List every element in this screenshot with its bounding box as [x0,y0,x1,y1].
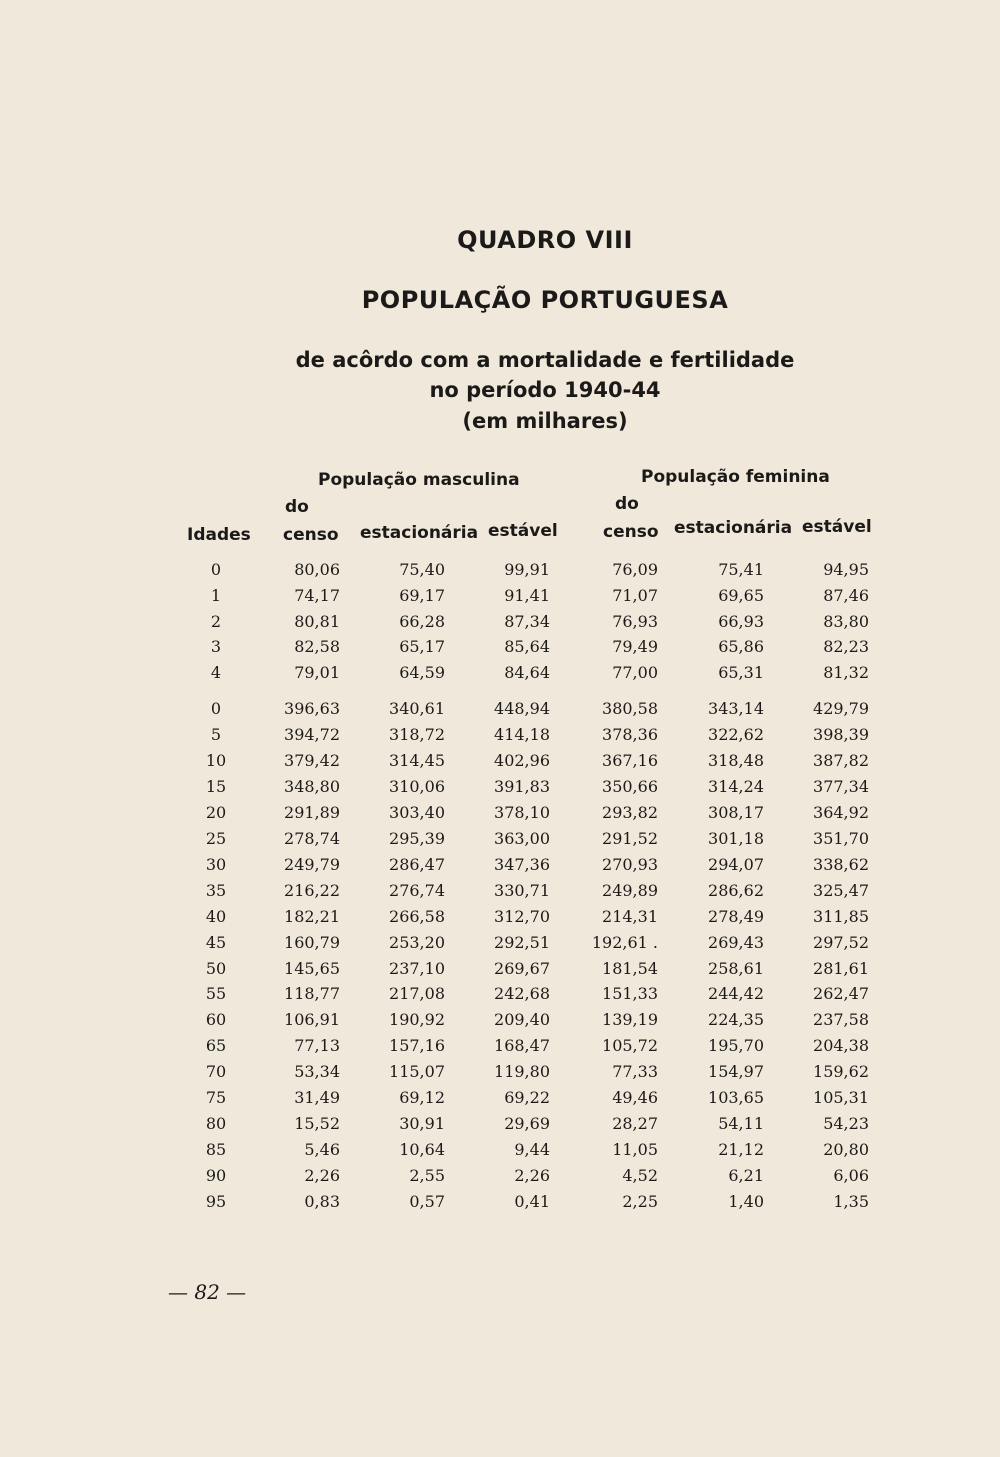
female-estacionaria-cell: 314,24 [708,776,764,796]
table-row [0,1140,1000,1166]
female-group-header: População feminina [641,467,830,487]
male-estacionaria-cell: 69,12 [399,1088,445,1108]
male-censo-cell: 291,89 [284,802,340,822]
description-line: (em milhares) [462,409,628,433]
female-estacionaria-cell: 65,86 [718,637,764,657]
table-row [0,1192,1000,1218]
age-cell: 35 [205,880,227,900]
age-cell: 20 [205,802,227,822]
female-censo-cell: 378,36 [602,724,658,744]
female-estavel-cell: 81,32 [823,663,869,683]
male-censo-cell: 53,34 [294,1062,340,1082]
male-estacionaria-cell: 253,20 [389,932,445,952]
age-cell: 65 [205,1036,227,1056]
female-estavel-cell: 377,34 [813,776,869,796]
table-row [0,560,1000,586]
female-estacionaria-cell: 269,43 [708,932,764,952]
male-estavel-cell: 99,91 [504,560,550,579]
female-censo-cell: 270,93 [602,854,658,874]
female-censo-cell: 79,49 [612,637,658,657]
male-estavel-cell: 330,71 [494,880,550,900]
female-censo-cell: 181,54 [602,958,658,978]
male-estacionaria-cell: 66,28 [399,611,445,631]
female-estavel-cell: 82,23 [823,637,869,657]
male-estavel-cell: 9,44 [514,1140,550,1160]
male-censo-cell: 249,79 [284,854,340,874]
table-title: QUADRO VIII [457,226,633,254]
female-estacionaria-cell: 6,21 [728,1166,764,1186]
male-censo-cell: 348,80 [284,776,340,796]
male-estavel-cell: 69,22 [504,1088,550,1108]
female-estavel-cell: 6,06 [833,1166,869,1186]
male-estavel-cell: 448,94 [494,699,550,718]
male-estacionaria-cell: 69,17 [399,585,445,605]
male-censo-cell: 5,46 [304,1140,340,1160]
female-estavel-cell: 94,95 [823,560,869,579]
female-estavel-cell: 281,61 [813,958,869,978]
male-estacionaria-cell: 314,45 [389,750,445,770]
male-estavel-cell: 119,80 [494,1062,550,1082]
female-censo-cell: 77,33 [612,1062,658,1082]
male-censo-cell: 394,72 [284,724,340,744]
female-estavel-cell: 364,92 [813,802,869,822]
age-cell: 85 [205,1140,227,1160]
female-estavel-cell: 87,46 [823,585,869,605]
male-censo-cell: 0,83 [304,1192,340,1212]
age-cell: 0 [210,560,222,579]
female-estacionaria-cell: 103,65 [708,1088,764,1108]
male-estavel-cell: 168,47 [494,1036,550,1056]
age-cell: 10 [205,750,227,770]
age-header: Idades [187,525,251,545]
male-censo-cell: 79,01 [294,663,340,683]
age-cell: 0 [210,699,222,718]
table-row [0,612,1000,638]
table-row [0,881,1000,907]
table-row [0,751,1000,777]
female-censo-cell: 28,27 [612,1114,658,1134]
page-number: — 82 — [168,1280,247,1304]
table-row [0,663,1000,689]
female-estacionaria-cell: 195,70 [708,1036,764,1056]
female-estavel-cell: 338,62 [813,854,869,874]
female-estacionaria-cell: 224,35 [708,1010,764,1030]
male-censo-cell: 15,52 [294,1114,340,1134]
female-censo-cell: 249,89 [602,880,658,900]
female-estacionaria-cell: 65,31 [718,663,764,683]
male-censo-cell: 396,63 [284,699,340,718]
male-estavel-cell: 378,10 [494,802,550,822]
female-estacionaria-cell: 54,11 [718,1114,764,1134]
censo-header: censo [603,522,659,542]
male-estacionaria-cell: 65,17 [399,637,445,657]
age-cell: 5 [210,724,222,744]
female-estavel-cell: 20,80 [823,1140,869,1160]
age-cell: 25 [205,828,227,848]
female-estacionaria-cell: 301,18 [708,828,764,848]
table-subtitle: POPULAÇÃO PORTUGUESA [361,286,729,314]
table-row [0,933,1000,959]
age-cell: 4 [210,663,222,683]
age-cell: 15 [205,776,227,796]
female-estavel-cell: 204,38 [813,1036,869,1056]
female-estavel-cell: 237,58 [813,1010,869,1030]
female-censo-cell: 77,00 [612,663,658,683]
male-censo-cell: 145,65 [284,958,340,978]
female-estavel-cell: 105,31 [813,1088,869,1108]
age-cell: 45 [205,932,227,952]
table-row [0,829,1000,855]
female-estacionaria-cell: 308,17 [708,802,764,822]
table-row [0,586,1000,612]
female-censo-cell: 367,16 [602,750,658,770]
table-row [0,1114,1000,1140]
male-censo-cell: 74,17 [294,585,340,605]
female-estacionaria-cell: 318,48 [708,750,764,770]
female-estacionaria-cell: 21,12 [718,1140,764,1160]
male-censo-cell: 216,22 [284,880,340,900]
female-estavel-cell: 54,23 [823,1114,869,1134]
male-censo-cell: 182,21 [284,906,340,926]
male-estacionaria-cell: 276,74 [389,880,445,900]
female-estacionaria-cell: 294,07 [708,854,764,874]
male-estacionaria-cell: 190,92 [389,1010,445,1030]
male-estavel-cell: 414,18 [494,724,550,744]
description-line: no período 1940-44 [429,378,661,402]
female-estavel-cell: 387,82 [813,750,869,770]
censo-header-top: do [615,494,639,514]
female-estacionaria-cell: 278,49 [708,906,764,926]
table-row [0,907,1000,933]
age-cell: 90 [205,1166,227,1186]
male-censo-cell: 118,77 [284,984,340,1004]
female-censo-cell: 71,07 [612,585,658,605]
age-cell: 55 [205,984,227,1004]
male-estacionaria-cell: 295,39 [389,828,445,848]
table-row [0,637,1000,663]
table-row [0,959,1000,985]
female-censo-cell: 4,52 [622,1166,658,1186]
male-estavel-cell: 312,70 [494,906,550,926]
age-cell: 95 [205,1192,227,1212]
male-censo-cell: 2,26 [304,1166,340,1186]
male-censo-cell: 379,42 [284,750,340,770]
estavel-header: estável [488,521,558,541]
age-cell: 75 [205,1088,227,1108]
male-estavel-cell: 402,96 [494,750,550,770]
table-row [0,984,1000,1010]
female-censo-cell: 291,52 [602,828,658,848]
male-estacionaria-cell: 318,72 [389,724,445,744]
female-censo-cell: 380,58 [602,699,658,718]
male-estacionaria-cell: 340,61 [389,699,445,718]
table-row [0,777,1000,803]
male-estacionaria-cell: 266,58 [389,906,445,926]
male-estavel-cell: 2,26 [514,1166,550,1186]
male-estacionaria-cell: 303,40 [389,802,445,822]
male-censo-cell: 82,58 [294,637,340,657]
table-row [0,699,1000,725]
male-estavel-cell: 87,34 [504,611,550,631]
female-estavel-cell: 311,85 [813,906,869,926]
table-row [0,803,1000,829]
age-cell: 3 [210,637,222,657]
male-estacionaria-cell: 286,47 [389,854,445,874]
female-censo-cell: 76,93 [612,611,658,631]
female-censo-cell: 350,66 [602,776,658,796]
male-estavel-cell: 347,36 [494,854,550,874]
female-estacionaria-cell: 322,62 [708,724,764,744]
female-censo-cell: 139,19 [602,1010,658,1030]
table-row [0,1036,1000,1062]
male-censo-cell: 80,06 [294,560,340,579]
female-censo-cell: 214,31 [602,906,658,926]
female-estavel-cell: 429,79 [813,699,869,718]
female-estavel-cell: 1,35 [833,1192,869,1212]
estavel-header: estável [802,517,872,537]
censo-header: censo [283,525,339,545]
male-group-header: População masculina [318,470,520,490]
age-cell: 1 [210,585,222,605]
age-cell: 50 [205,958,227,978]
male-estacionaria-cell: 237,10 [389,958,445,978]
male-estacionaria-cell: 30,91 [399,1114,445,1134]
table-row [0,1062,1000,1088]
male-estavel-cell: 269,67 [494,958,550,978]
male-estavel-cell: 85,64 [504,637,550,657]
female-estacionaria-cell: 1,40 [728,1192,764,1212]
male-estacionaria-cell: 64,59 [399,663,445,683]
male-estacionaria-cell: 0,57 [409,1192,445,1212]
male-censo-cell: 77,13 [294,1036,340,1056]
table-row [0,1088,1000,1114]
female-estavel-cell: 325,47 [813,880,869,900]
male-estacionaria-cell: 10,64 [399,1140,445,1160]
table-row [0,1010,1000,1036]
female-estacionaria-cell: 244,42 [708,984,764,1004]
male-estavel-cell: 363,00 [494,828,550,848]
male-censo-cell: 80,81 [294,611,340,631]
age-cell: 70 [205,1062,227,1082]
male-estavel-cell: 84,64 [504,663,550,683]
male-estavel-cell: 209,40 [494,1010,550,1030]
female-censo-cell: 2,25 [622,1192,658,1212]
female-estacionaria-cell: 286,62 [708,880,764,900]
male-estacionaria-cell: 157,16 [389,1036,445,1056]
male-censo-cell: 106,91 [284,1010,340,1030]
male-censo-cell: 160,79 [284,932,340,952]
estacionaria-header: estacionária [674,518,793,538]
age-cell: 40 [205,906,227,926]
table-row [0,1166,1000,1192]
female-estavel-cell: 159,62 [813,1062,869,1082]
age-cell: 2 [210,611,222,631]
female-censo-cell: 192,61 . [591,932,658,952]
censo-header-top: do [285,497,309,517]
female-estacionaria-cell: 154,97 [708,1062,764,1082]
female-censo-cell: 151,33 [602,984,658,1004]
female-estavel-cell: 262,47 [813,984,869,1004]
age-cell: 80 [205,1114,227,1134]
female-estavel-cell: 83,80 [823,611,869,631]
female-censo-cell: 11,05 [612,1140,658,1160]
female-estacionaria-cell: 343,14 [708,699,764,718]
female-censo-cell: 293,82 [602,802,658,822]
female-estavel-cell: 398,39 [813,724,869,744]
female-estavel-cell: 297,52 [813,932,869,952]
age-cell: 30 [205,854,227,874]
male-censo-cell: 278,74 [284,828,340,848]
male-estavel-cell: 292,51 [494,932,550,952]
male-estavel-cell: 91,41 [504,585,550,605]
female-estacionaria-cell: 69,65 [718,585,764,605]
description-line: de acôrdo com a mortalidade e fertilidade [295,348,795,372]
table-row [0,725,1000,751]
female-estacionaria-cell: 258,61 [708,958,764,978]
female-censo-cell: 105,72 [602,1036,658,1056]
male-estavel-cell: 0,41 [514,1192,550,1212]
male-estacionaria-cell: 217,08 [389,984,445,1004]
female-censo-cell: 49,46 [612,1088,658,1108]
age-cell: 60 [205,1010,227,1030]
male-estacionaria-cell: 115,07 [389,1062,445,1082]
female-estavel-cell: 351,70 [813,828,869,848]
male-estacionaria-cell: 310,06 [389,776,445,796]
male-estacionaria-cell: 75,40 [399,560,445,579]
female-estacionaria-cell: 75,41 [718,560,764,579]
estacionaria-header: estacionária [360,523,479,543]
female-censo-cell: 76,09 [612,560,658,579]
table-row [0,855,1000,881]
male-estacionaria-cell: 2,55 [409,1166,445,1186]
male-estavel-cell: 391,83 [494,776,550,796]
female-estacionaria-cell: 66,93 [718,611,764,631]
male-estavel-cell: 242,68 [494,984,550,1004]
male-estavel-cell: 29,69 [504,1114,550,1134]
male-censo-cell: 31,49 [294,1088,340,1108]
